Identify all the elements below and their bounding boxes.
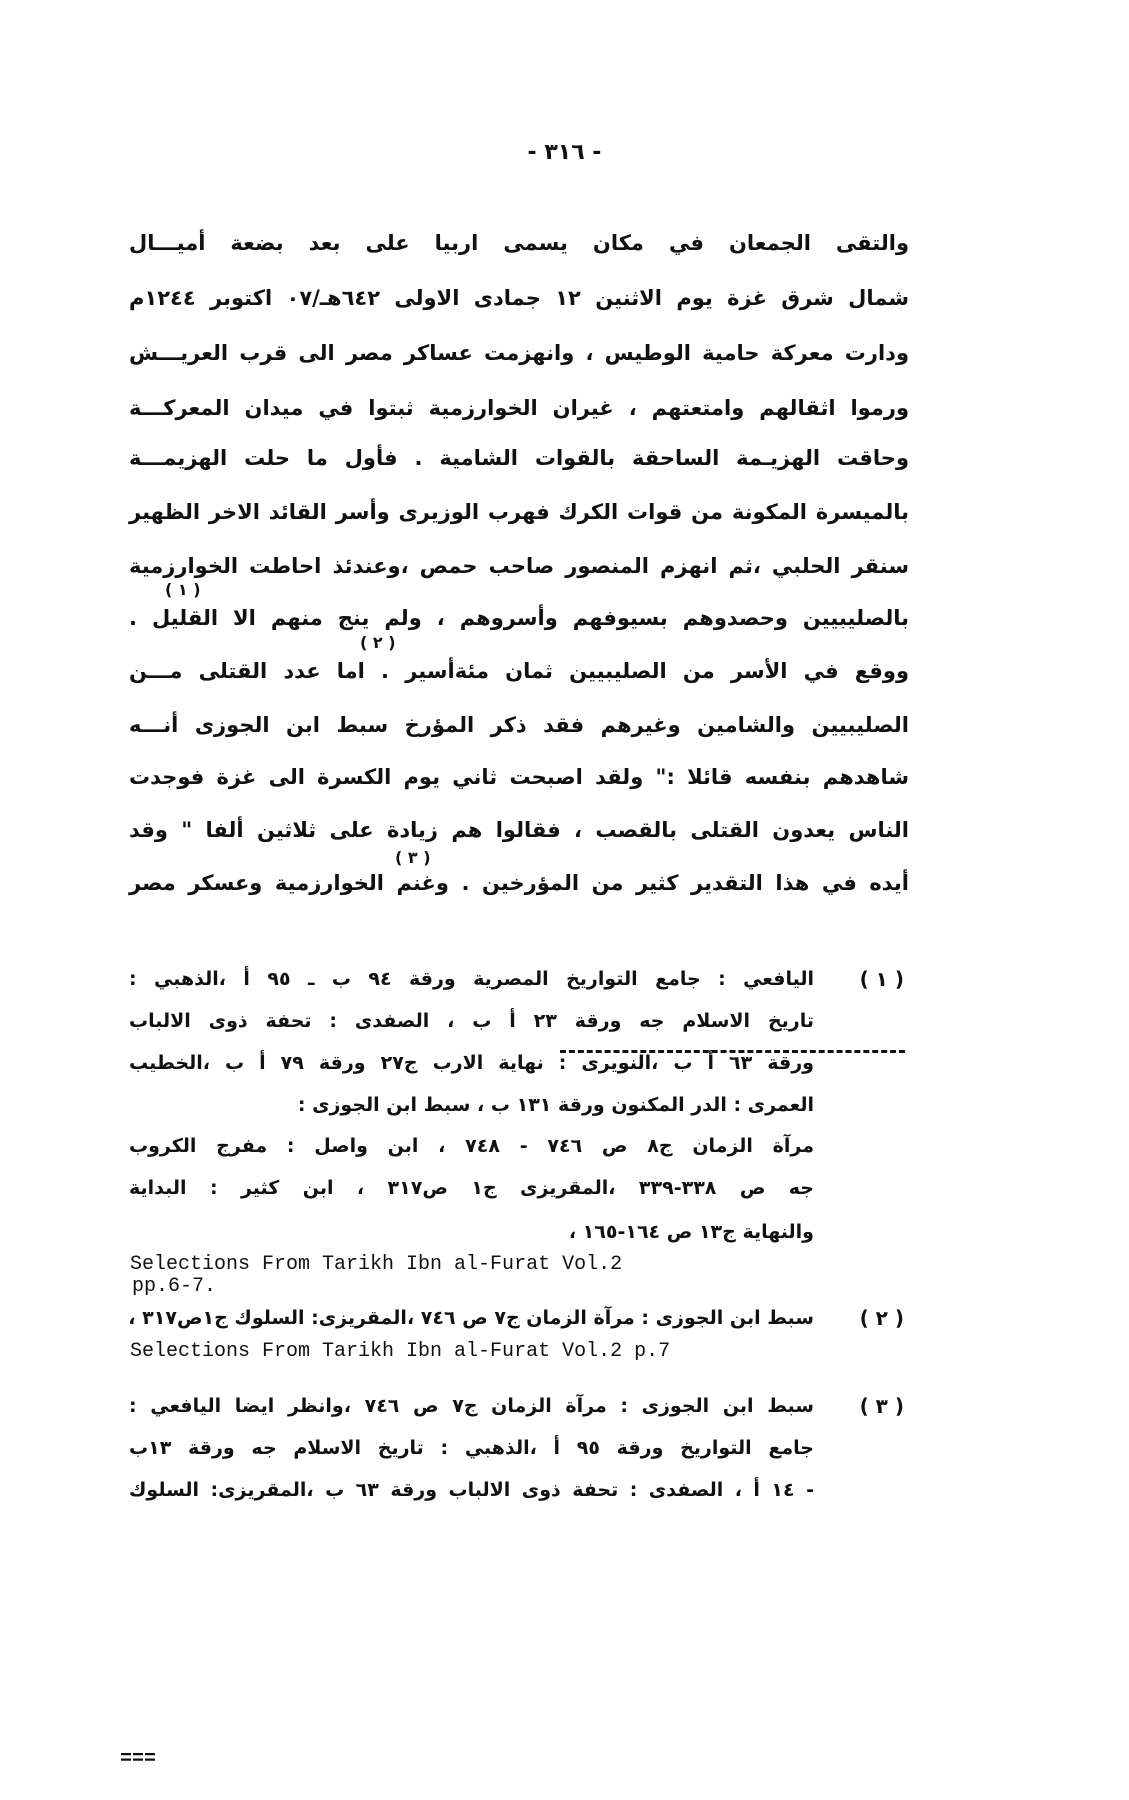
body-line: الصليبيين والشامين وغيرهم فقد ذكر المؤرخ سبط ابن الجوزى أنـــه: [129, 713, 909, 737]
footnote-number: ( ٢ ): [859, 1306, 904, 1330]
footnote-line: سبط ابن الجوزى : مرآة الزمان ج٧ ص ٧٤٦ ،المقريزى: السلوك ج١ص٣١٧ ،: [128, 1307, 814, 1329]
footnote-ref-3[interactable]: ( ٣ ): [395, 848, 431, 867]
footnote-line: مرآة الزمان ج٨ ص ٧٤٦ - ٧٤٨ ، ابن واصل : مفرج الكروب: [129, 1135, 814, 1157]
footnote-number: ( ١ ): [859, 967, 904, 991]
footnote-line: العمرى : الدر المكنون ورقة ١٣١ ب ، سبط ابن الجوزى :: [297, 1094, 814, 1116]
body-line: وحاقت الهزيـمة الساحقة بالقوات الشامية . فأول ما حلت الهزيمـــة: [129, 446, 909, 470]
body-line: شاهدهم بنفسه قائلا :" ولقد اصبحت ثاني يوم الكسرة الى غزة فوجدت: [129, 765, 909, 789]
body-line: سنقر الحلبي ،ثم انهزم المنصور صاحب حمص ،وعندئذ احاطت الخوارزمية: [129, 554, 909, 578]
body-line: أيده في هذا التقدير كثير من المؤرخين . وغنم الخوارزمية وعسكر مصر: [129, 871, 909, 895]
footnote-number: ( ٣ ): [859, 1394, 904, 1418]
footnote-line: - ١٤ أ ، الصفدى : تحفة ذوى الالباب ورقة ٦٣ ب ،المقريزى: السلوك: [129, 1479, 814, 1501]
body-line: بالميسرة المكونة من قوات الكرك فهرب الوزيرى وأسر القائد الاخر الظهير: [129, 500, 909, 524]
footnote-latin-line: pp.6-7.: [132, 1275, 217, 1298]
body-line: ودارت معركة حامية الوطيس ، وانهزمت عساكر مصر الى قرب العريـــش: [129, 341, 909, 365]
end-mark: ===: [120, 1748, 157, 1771]
body-line: الناس يعدون القتلى بالقصب ، فقالوا هم زيادة على ثلاثين ألفا " وقد: [129, 818, 909, 842]
body-line: شمال شرق غزة يوم الاثنين ١٢ جمادى الاولى ٦٤٢هـ/٠٧ اكتوبر ١٢٤٤م: [129, 286, 909, 310]
body-line: والتقى الجمعان في مكان يسمى اربيا على بعد بضعة أميـــال: [129, 231, 909, 255]
footnote-line: جامع التواريخ ورقة ٩٥ أ ،الذهبي : تاريخ الاسلام جه ورقة ١٣ب: [129, 1437, 814, 1459]
footnote-line: اليافعي : جامع التواريخ المصرية ورقة ٩٤ ب ـ ٩٥ أ ،الذهبي :: [129, 968, 815, 990]
footnote-ref-1[interactable]: ( ١ ): [165, 580, 201, 599]
footnote-line: سبط ابن الجوزى : مرآة الزمان ج٧ ص ٧٤٦ ،وانظر ايضا اليافعي :: [129, 1395, 814, 1417]
footnote-latin-line: Selections From Tarikh Ibn al-Furat Vol.2 p.7: [130, 1340, 671, 1363]
footnote-line: والنهاية ج١٣ ص ١٦٤-١٦٥ ،: [568, 1221, 814, 1243]
footnote-latin-line: Selections From Tarikh Ibn al-Furat Vol.2: [130, 1253, 623, 1276]
body-line: ورموا اثقالهم وامتعتهم ، غيران الخوارزمية ثبتوا في ميدان المعركـــة: [129, 396, 909, 420]
footnote-line: جه ص ٣٣٨-٣٣٩ ،المقريزى ج١ ص٣١٧ ، ابن كثير : البداية: [129, 1177, 815, 1199]
page-number: - ٣١٦ -: [527, 140, 602, 165]
footnote-line: تاريخ الاسلام جه ورقة ٢٣ أ ب ، الصفدى : تحفة ذوى الالباب: [129, 1010, 814, 1032]
footnote-line: ورقة ٦٣ أ ب ،النويرى : نهاية الارب ج٢٧ ورقة ٧٩ أ ب ،الخطيب: [129, 1052, 814, 1074]
body-line: ووقع في الأسر من الصليبيين ثمان مئةأسير . اما عدد القتلى مـــن: [129, 659, 909, 683]
footnote-ref-2[interactable]: ( ٢ ): [360, 633, 396, 652]
body-line: بالصليبيين وحصدوهم بسيوفهم وأسروهم ، ولم ينج منهم الا القليل .: [129, 606, 909, 630]
